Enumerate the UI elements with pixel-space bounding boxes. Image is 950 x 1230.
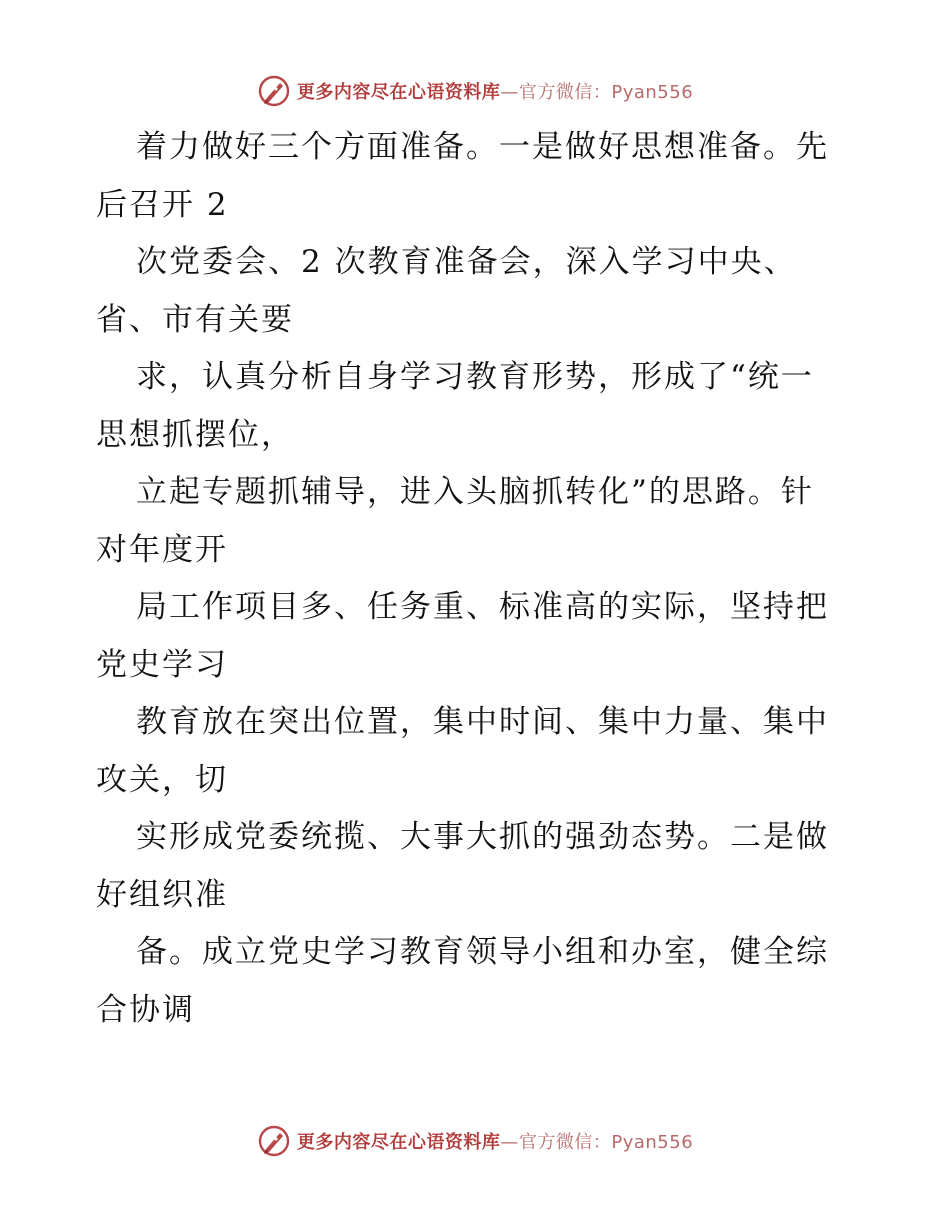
- footer-banner-text: [297, 1128, 693, 1154]
- footer-banner: [0, 1121, 950, 1161]
- footer-banner-bold: 更多内容尽在心语资料库: [296, 1132, 501, 1153]
- text-line: 求，认真分析自身学习教育形势，形成了“统一: [136, 359, 814, 395]
- text-line: 合协调: [96, 991, 195, 1028]
- text-line: 对年度开: [96, 531, 228, 568]
- text-line: 教育放在突出位置，集中时间、集中力量、集中: [136, 704, 829, 740]
- header-banner-bold: 更多内容尽在心语资料库: [296, 82, 501, 103]
- footer-banner-rest: —官方微信：Pyan556: [500, 1132, 694, 1153]
- header-banner-text: [297, 78, 693, 104]
- text-line: 党史学习: [96, 646, 228, 683]
- text-line: 思想抓摆位，: [96, 416, 294, 453]
- header-banner-rest: —官方微信：Pyan556: [500, 82, 694, 103]
- text-line: 省、市有关要: [96, 301, 294, 338]
- text-line: 次党委会、2 次教育准备会，深入学习中央、: [136, 244, 797, 280]
- header-banner: [0, 71, 950, 111]
- text-line: 后召开 2: [96, 186, 229, 223]
- text-line: 着力做好三个方面准备。一是做好思想准备。先: [136, 129, 829, 165]
- text-line: 局工作项目多、任务重、标准高的实际，坚持把: [136, 589, 829, 625]
- text-line: 实形成党委统揽、大事大抓的强劲态势。二是做: [136, 819, 829, 855]
- text-line: 好组织准: [96, 876, 228, 913]
- text-line: 备。成立党史学习教育领导小组和办室，健全综: [136, 934, 829, 970]
- pen-logo-icon: [257, 1124, 291, 1158]
- text-line: 攻关，切: [96, 761, 228, 798]
- text-line: 立起专题抓辅导，进入头脑抓转化”的思路。针: [136, 474, 814, 510]
- pen-logo-icon: [257, 74, 291, 108]
